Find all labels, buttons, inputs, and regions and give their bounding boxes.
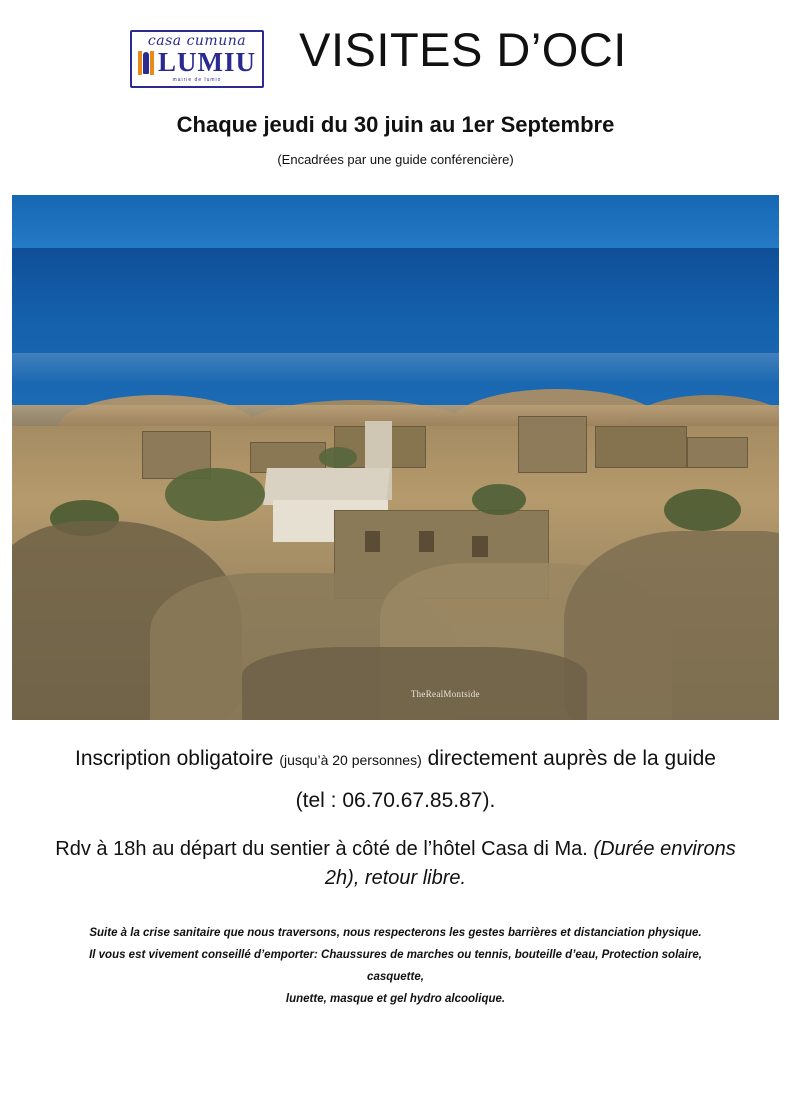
registration-line [22, 746, 769, 771]
meeting-text: Rdv à 18h au départ du sentier à côté de l’hôtel Casa di Ma. [55, 838, 594, 861]
fineprint-line-3: lunette, masque et gel hydro alcoolique. [285, 992, 506, 1005]
photo-bush [664, 489, 741, 531]
title-block [175, 22, 791, 77]
logo-main-text: LUMIU [158, 47, 256, 77]
logo-script-text: casa cumuna [147, 33, 247, 49]
page-title: VISITES D’OCI [299, 23, 627, 76]
fineprint-line-2: Il vous est vivement conseillé d’emporter: Chaussures de marches ou tennis, bouteille d’eau, Protection solaire, casquette, [89, 949, 702, 983]
meeting-duration: (Durée environs 2h), retour libre. [324, 838, 736, 890]
logo-box [130, 30, 264, 88]
commune-logo [0, 30, 256, 88]
photo-bush [319, 447, 357, 468]
photo-bush [165, 468, 265, 521]
photo-ruin-wall [518, 416, 587, 474]
registration-capacity: (jusqu’à 20 personnes) [279, 752, 422, 768]
photo-sea-shimmer [12, 353, 779, 385]
lumio-emblem-icon [138, 51, 154, 75]
photo-ruin-window [365, 531, 380, 552]
photo-ruin-wall [595, 426, 687, 468]
phone-line: (tel : 06.70.67.85.87). [295, 789, 496, 813]
poster-header [0, 0, 791, 83]
photo-rock [242, 647, 587, 721]
photo-ruin-wall [687, 437, 748, 469]
photo-rock [564, 531, 779, 720]
photo-bush [472, 484, 526, 516]
logo-row [138, 49, 256, 76]
photo-credit: TheRealMontside [410, 689, 480, 699]
meeting-line [22, 835, 769, 893]
poster-photo [12, 195, 779, 720]
fineprint-block [22, 923, 769, 1010]
photo-sea [12, 248, 779, 421]
logo-sub-text: mairie de lumio [172, 77, 222, 83]
photo-ruin-window [419, 531, 434, 552]
registration-text-1: Inscription obligatoire [75, 747, 280, 770]
photo-ruin-window [472, 536, 487, 557]
poster-body [0, 746, 791, 1011]
fineprint-line-1: Suite à la crise sanitaire que nous traversons, nous respecterons les gestes barrières et distanciation physique. [89, 927, 702, 940]
poster-subnote: (Encadrées par une guide conférencière) [277, 152, 514, 167]
poster-subtitle: Chaque jeudi du 30 juin au 1er Septembre [176, 112, 615, 137]
registration-text-2: directement auprès de la guide [421, 747, 716, 770]
